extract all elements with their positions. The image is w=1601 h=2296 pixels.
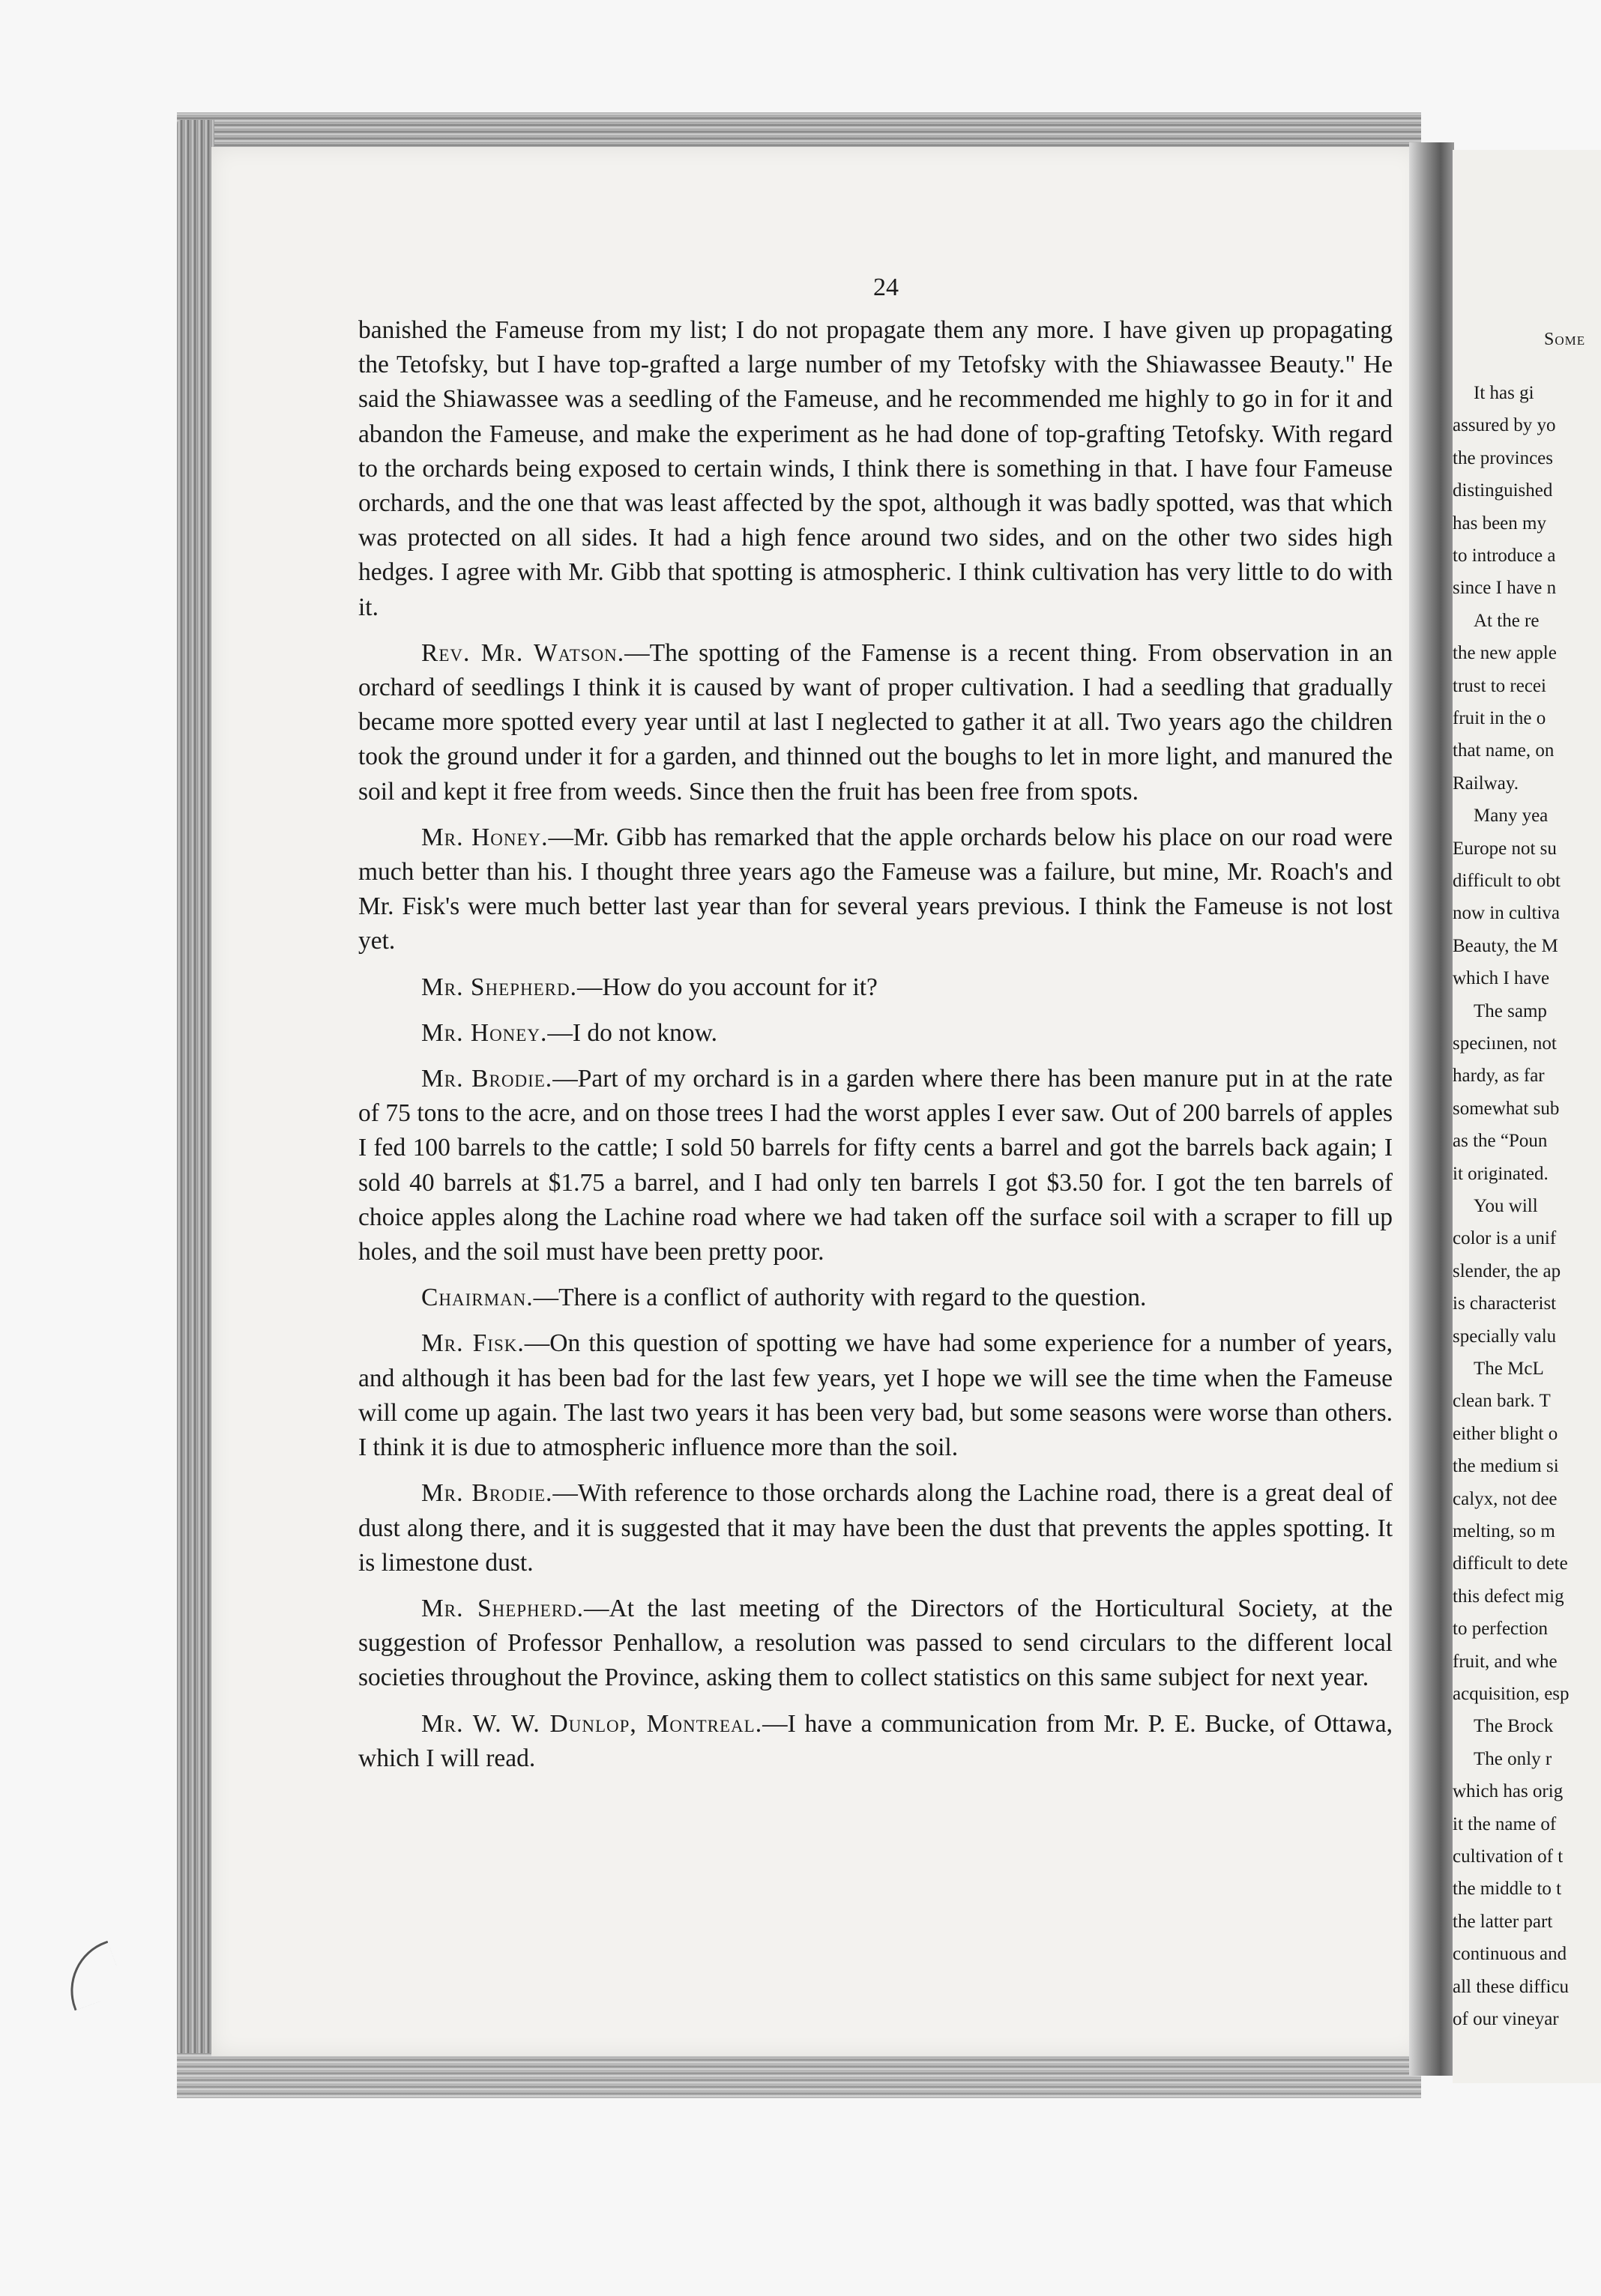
speaker-name: Mr. Shepherd.: [421, 1594, 585, 1622]
paragraph: [358, 1707, 1393, 1776]
facing-page-line: as the “Poun: [1453, 1131, 1548, 1152]
page-number: 24: [873, 274, 899, 301]
paragraph: [358, 1326, 1393, 1465]
facing-page-line: which has orig: [1453, 1781, 1564, 1802]
facing-page-line: the provinces: [1453, 447, 1553, 468]
book-page-stack: [177, 120, 214, 2091]
facing-page-line: clean bark. T: [1453, 1391, 1551, 1412]
facing-page-line: cultivation of t: [1453, 1846, 1564, 1867]
facing-page-line: to introduce a: [1453, 546, 1556, 566]
facing-page-line: color is a unif: [1453, 1228, 1557, 1249]
facing-page-line: The McL: [1474, 1359, 1544, 1379]
facing-page-line: fruit, and whe: [1453, 1651, 1558, 1672]
facing-page-line: melting, so m: [1453, 1521, 1555, 1541]
speaker-name: Rev. Mr. Watson.: [421, 638, 625, 667]
facing-page-line: speciınen, not: [1453, 1033, 1557, 1054]
speaker-name: Mr. W. W. Dunlop, Montreal.: [421, 1709, 763, 1738]
paragraph: [358, 1062, 1393, 1269]
facing-page-line: this defect mig: [1453, 1586, 1564, 1607]
facing-page-line: The Brock: [1474, 1716, 1554, 1737]
facing-page-line: to perfection: [1453, 1619, 1549, 1640]
paragraph: [358, 636, 1393, 809]
facing-page-line: Many yea: [1474, 806, 1549, 827]
facing-page-line: You will: [1474, 1196, 1538, 1216]
speaker-name: Mr. Shepherd.: [421, 973, 577, 1001]
facing-page-line: of our vineyar: [1453, 2009, 1559, 2029]
speaker-name: Mr. Brodie.: [421, 1479, 553, 1508]
facing-page-line: hardy, as far: [1453, 1066, 1545, 1087]
facing-page-line: Europe not su: [1453, 838, 1557, 859]
facing-page-line: assured by yo: [1453, 415, 1556, 436]
paragraph: [358, 1016, 1393, 1051]
facing-page-line: The only r: [1474, 1748, 1552, 1769]
speaker-name: Mr. Honey.: [421, 1018, 548, 1047]
facing-page-line: the medium si: [1453, 1456, 1559, 1477]
paragraph: [358, 1592, 1393, 1696]
facing-page-line: trust to recei: [1453, 675, 1546, 696]
facing-page-line: difficult to dete: [1453, 1553, 1568, 1574]
paragraph: [358, 1281, 1393, 1315]
facing-page-line: is characterist: [1453, 1293, 1557, 1314]
book-bottom-edge: [177, 2053, 1421, 2098]
facing-page-line: it originated.: [1453, 1163, 1549, 1184]
facing-page-line: calyx, not dee: [1453, 1488, 1558, 1509]
facing-page-line: has been my: [1453, 513, 1546, 534]
facing-page-line: fruit in the o: [1453, 708, 1546, 728]
paragraph: [358, 1476, 1393, 1580]
facing-page-line: It has gi: [1474, 383, 1534, 403]
facing-page-line: that name, on: [1453, 740, 1555, 761]
facing-page-line: Beauty, the M: [1453, 935, 1558, 956]
paragraph-text: —Mr. Gibb has remarked that the apple orchards below his place on our road were much better than his. I thought three years ago the Fameuse was a failure, but mine, Mr. Roach's and Mr. Fisk's were much better last year than for several years previous. I think the Fameuse is not lost yet.: [358, 823, 1393, 955]
paragraph-text: —The spotting of the Famense is a recent thing. From observation in an orchard of seedlings I think it is caused by want of proper cultivation. I had a seedling that gradually became more spotted every year until at last I neglected to gather it at all. Two years ago the children took the ground under it for a garden, and thinned out the boughs to let in more light, and manured the soil and kept it free from weeds. Since then the fruit has been free from spots.: [358, 638, 1393, 806]
paragraph-text: —I have a communication from Mr. P. E. Bucke, of Ottawa, which I will read.: [358, 1709, 1393, 1772]
facing-page-heading: Some: [1544, 330, 1586, 349]
facing-page-line: the middle to t: [1453, 1879, 1562, 1900]
facing-page-line: it the name of: [1453, 1813, 1557, 1834]
facing-page-line: now in cultiva: [1453, 903, 1561, 924]
facing-page-line: the new apple: [1453, 643, 1557, 664]
facing-page-line: distinguished: [1453, 480, 1553, 501]
facing-page-line: Railway.: [1453, 773, 1519, 794]
facing-page-line: The samp: [1474, 1000, 1547, 1021]
facing-page-line: specially valu: [1453, 1326, 1557, 1347]
speaker-name: Mr. Fisk.: [421, 1329, 525, 1358]
facing-page-line: acquisition, esp: [1453, 1684, 1570, 1704]
facing-page-line: somewhat sub: [1453, 1098, 1560, 1119]
paragraph-text: —How do you account for it?: [576, 973, 878, 1001]
facing-page-line: since I have n: [1453, 578, 1557, 599]
speaker-name: Mr. Honey.: [421, 823, 549, 851]
page-body: [358, 313, 1393, 1787]
paragraph-text: —Part of my orchard is in a garden where there has been manure put in at the rate of 75 tons to the acre, and on those trees I had the worst apples I ever saw. Out of 200 barrels of apples I fed 100 barrels to the cattle; I sold 50 barrels for fifty cents a barrel and got the barrels back again; I sold 40 barrels at $1.75 a barrel, and I had only ten barrels I got $3.50 for. I got the ten barrels of choice apples along the Lachine road where we had taken off the surface soil with a scraper to fill up holes, and the soil must have been pretty poor.: [358, 1065, 1393, 1266]
facing-page-line: difficult to obt: [1453, 871, 1561, 891]
facing-page-line: the latter part: [1453, 1911, 1553, 1932]
facing-page-line: continuous and: [1453, 1944, 1567, 1965]
facing-page: [1453, 150, 1601, 2083]
book-top-edge: [177, 112, 1421, 150]
paragraph-text: —With reference to those orchards along the Lachine road, there is a great deal of dust along there, and it is suggested that it may have been the dust that prevents the apples spotting. It is limestone dust.: [358, 1479, 1393, 1577]
facing-page-line: which I have: [1453, 968, 1550, 989]
facing-page-line: either blight o: [1453, 1423, 1558, 1444]
facing-page-line: At the re: [1474, 610, 1540, 631]
facing-page-line: slender, the ap: [1453, 1260, 1561, 1281]
speaker-name: Chairman.: [421, 1284, 534, 1312]
paragraph-text: —On this question of spotting we have had some experience for a number of years, and although it has been bad for the last few years, yet I hope we will see the time when the Fameuse will come up again. The last two years it has been very bad, but some seasons were worse than others. I think it is due to atmospheric influence more than the soil.: [358, 1329, 1393, 1462]
book-gutter: [1409, 142, 1454, 2076]
paragraph-text: —At the last meeting of the Directors of the Horticultural Society, at the suggestion of Professor Penhallow, a resolution was passed to send circulars to the different local societies throughout the Province, asking them to collect statistics on this same subject for next year.: [358, 1594, 1393, 1692]
paragraph: [358, 970, 1393, 1005]
paragraph-text: banished the Fameuse from my list; I do not propagate them any more. I have given up propagating the Tetofsky, but I have top-grafted a large number of my Tetofsky with the Shiawassee Beauty." He said the Shiawassee was a seedling of the Fameuse, and he recommended me highly to go in for it and abandon the Fameuse, and make the experiment as he had done of top-grafting Tetofsky. With regard to the orchards being exposed to certain winds, I think there is something in that. I have four Fameuse orchards, and the one that was least affected by the spot, although it was badly spotted, was that which was protected on all sides. It had a high fence around two sides, and on the other two sides high hedges. I agree with Mr. Gibb that spotting is atmospheric. I think cultivation has very little to do with it.: [358, 316, 1393, 621]
paragraph-text: —I do not know.: [547, 1018, 718, 1047]
paragraph: [358, 313, 1393, 625]
paragraph-text: —There is a conflict of authority with regard to the question.: [533, 1284, 1147, 1312]
speaker-name: Mr. Brodie.: [421, 1065, 553, 1093]
paragraph: [358, 821, 1393, 959]
facing-page-line: all these difficu: [1453, 1976, 1570, 1997]
